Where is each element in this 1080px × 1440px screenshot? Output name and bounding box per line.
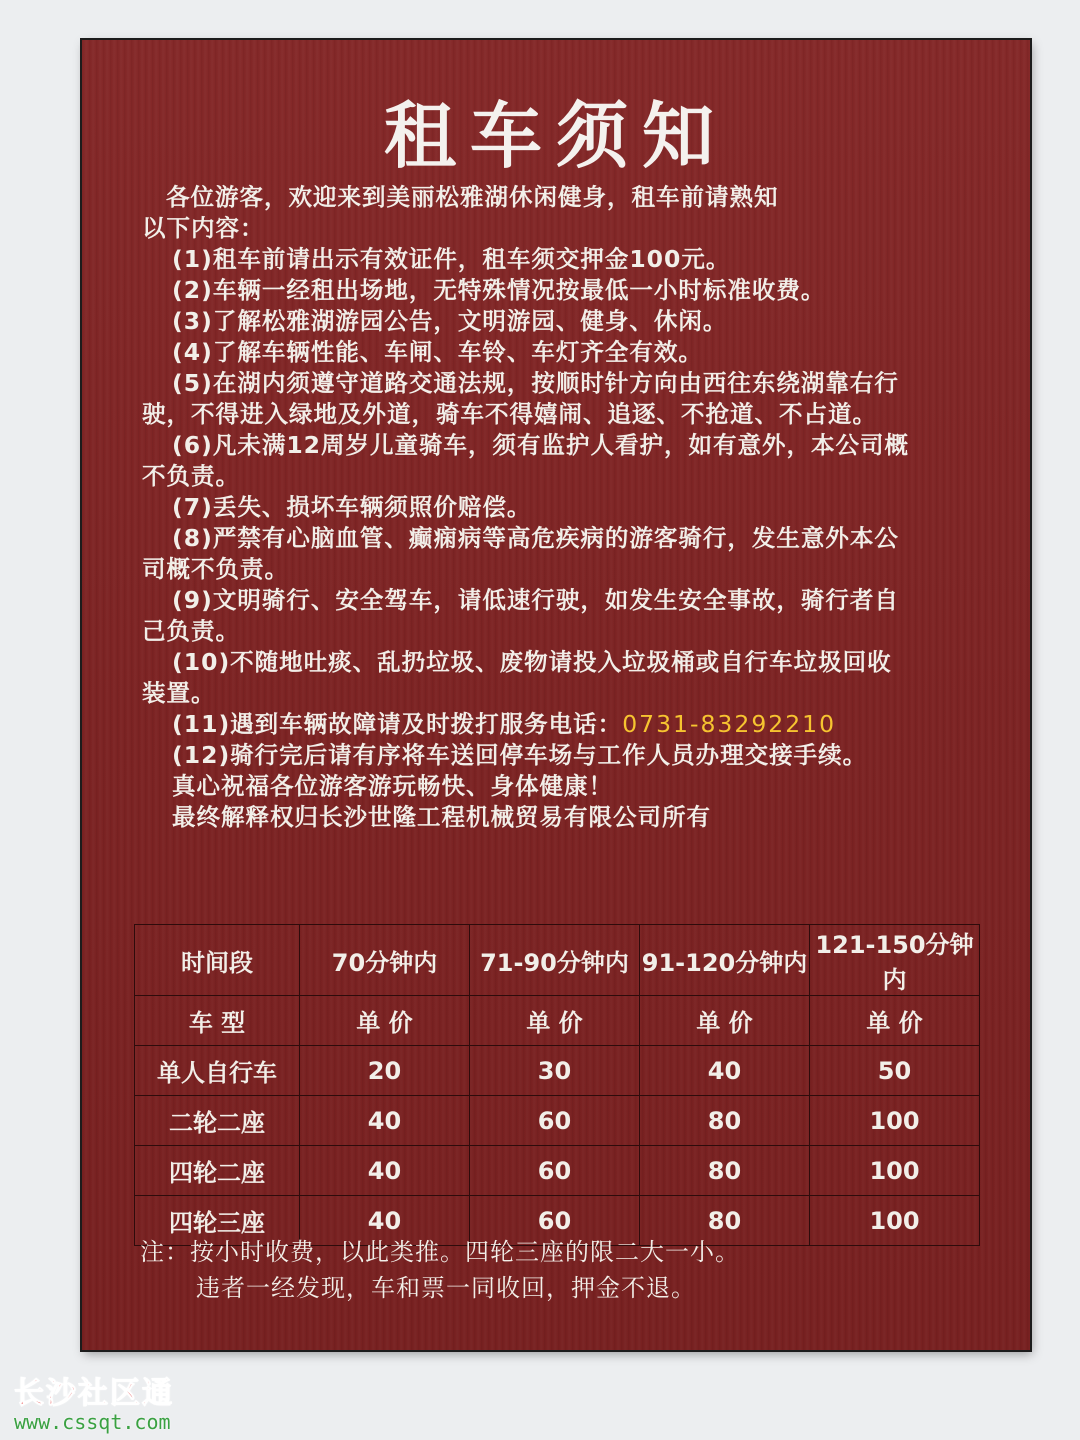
table-header-row xyxy=(135,925,980,996)
table-row xyxy=(135,1146,980,1196)
rule-6-cont: 不负责。 xyxy=(142,462,240,490)
table-cell: 时间段 xyxy=(135,925,300,996)
notice-body xyxy=(142,182,982,833)
price-table xyxy=(134,924,980,1246)
rule-10: (10)不随地吐痰、乱扔垃圾、废物请投入垃圾桶或自行车垃圾回收 xyxy=(172,648,892,676)
disclaimer-line: 最终解释权归长沙世隆工程机械贸易有限公司所有 xyxy=(172,803,711,831)
rule-7: (7)丢失、损坏车辆须照价赔偿。 xyxy=(172,493,532,521)
table-cell: 80 xyxy=(640,1146,810,1196)
table-cell: 80 xyxy=(640,1196,810,1246)
rule-6: (6)凡未满12周岁儿童骑车，须有监护人看护，如有意外，本公司概 xyxy=(172,431,910,459)
rule-1: (1)租车前请出示有效证件，租车须交押金100元。 xyxy=(172,245,731,273)
service-label: (11)遇到车辆故障请及时拨打服务电话： xyxy=(172,710,623,738)
blessing-line: 真心祝福各位游客游玩畅快、身体健康！ xyxy=(172,772,613,800)
table-cell: 单 价 xyxy=(640,996,810,1046)
table-row xyxy=(135,1096,980,1146)
rule-5: (5)在湖内须遵守道路交通法规，按顺时针方向由西往东绕湖靠右行 xyxy=(172,369,899,397)
table-cell: 四轮二座 xyxy=(135,1146,300,1196)
service-phone: 0731-83292210 xyxy=(622,710,837,738)
table-cell: 20 xyxy=(300,1046,470,1096)
table-cell: 二轮二座 xyxy=(135,1096,300,1146)
table-row xyxy=(135,1046,980,1096)
rule-9: (9)文明骑行、安全驾车，请低速行驶，如发生安全事故，骑行者自 xyxy=(172,586,899,614)
rule-4: (4)了解车辆性能、车闸、车铃、车灯齐全有效。 xyxy=(172,338,703,366)
rule-5-cont: 驶，不得进入绿地及外道，骑车不得嬉闹、追逐、不抢道、不占道。 xyxy=(142,400,877,428)
rule-11 xyxy=(142,709,982,740)
table-cell: 121-150分钟内 xyxy=(810,925,980,996)
intro-line: 各位游客，欢迎来到美丽松雅湖休闲健身，租车前请熟知 xyxy=(166,183,779,211)
rule-2: (2)车辆一经租出场地，无特殊情况按最低一小时标准收费。 xyxy=(172,276,826,304)
poster-title: 租车须知 xyxy=(383,94,728,178)
rule-9-cont: 己负责。 xyxy=(142,617,240,645)
table-cell: 80 xyxy=(640,1096,810,1146)
table-cell: 40 xyxy=(640,1046,810,1096)
table-cell: 71-90分钟内 xyxy=(470,925,640,996)
table-cell: 30 xyxy=(470,1046,640,1096)
table-cell: 60 xyxy=(470,1096,640,1146)
table-cell: 70分钟内 xyxy=(300,925,470,996)
watermark-url: www.cssqt.com xyxy=(14,1410,171,1434)
table-cell: 单人自行车 xyxy=(135,1046,300,1096)
table-cell: 60 xyxy=(470,1146,640,1196)
table-cell: 100 xyxy=(810,1146,980,1196)
rule-12: (12)骑行完后请有序将车送回停车场与工作人员办理交接手续。 xyxy=(172,741,868,769)
table-subheader-row xyxy=(135,996,980,1046)
table-cell: 单 价 xyxy=(300,996,470,1046)
rule-8-cont: 司概不负责。 xyxy=(142,555,289,583)
table-cell: 车 型 xyxy=(135,996,300,1046)
rental-notice-poster xyxy=(82,40,1030,1350)
table-cell: 40 xyxy=(300,1096,470,1146)
note-line: 注：按小时收费，以此类推。四轮三座的限二大一小。 xyxy=(140,1238,740,1266)
watermark-logo: 长沙社区通 xyxy=(14,1376,174,1411)
table-cell: 单 价 xyxy=(810,996,980,1046)
rule-8: (8)严禁有心脑血管、癫痫病等高危疾病的游客骑行，发生意外本公 xyxy=(172,524,899,552)
watermark xyxy=(14,1368,174,1434)
rule-3: (3)了解松雅湖游园公告，文明游园、健身、休闲。 xyxy=(172,307,728,335)
table-cell: 91-120分钟内 xyxy=(640,925,810,996)
table-cell: 100 xyxy=(810,1096,980,1146)
table-cell: 60 xyxy=(470,1196,640,1246)
table-cell: 四轮三座 xyxy=(135,1196,300,1246)
intro-line: 以下内容： xyxy=(142,214,265,242)
table-cell: 50 xyxy=(810,1046,980,1096)
table-cell: 100 xyxy=(810,1196,980,1246)
table-cell: 40 xyxy=(300,1196,470,1246)
table-cell: 单 价 xyxy=(470,996,640,1046)
note-line: 违者一经发现，车和票一同收回，押金不退。 xyxy=(196,1274,696,1302)
table-cell: 40 xyxy=(300,1146,470,1196)
rule-10-cont: 装置。 xyxy=(142,679,216,707)
notes-section xyxy=(140,1234,1000,1306)
